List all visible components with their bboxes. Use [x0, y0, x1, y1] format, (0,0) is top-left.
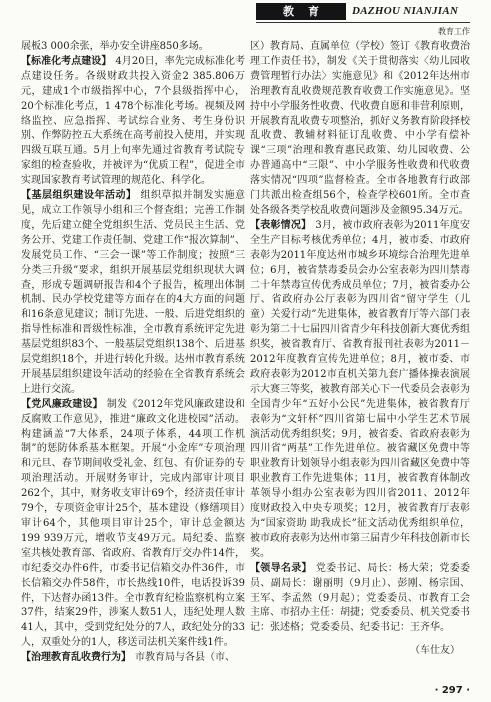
section-heading: 【标准化考点建设】 [21, 55, 112, 67]
section-commendations [250, 219, 470, 562]
section-leadership-list [250, 562, 470, 637]
paragraph-intro-continued [21, 40, 245, 55]
section-grassroots-organization [21, 189, 245, 398]
paragraph-text: 党委书记、局长：杨大荣；党委委员、副局长：谢丽明（9月止）、彭刚、杨宗国、王军、李孟然（9月起）；党委委员、市教育工会主席、市招办主任：胡捷；党委委员、机关党委书记：张述格；党委委员、纪委书记：王齐华。 [250, 562, 471, 634]
header-divider [256, 22, 470, 23]
paragraph-text: 市教育局与各县（市、 [135, 652, 235, 664]
section-integrity-building [21, 398, 245, 651]
subsection-label: 教育工作 [438, 27, 470, 36]
section-heading: 【领导名录】 [250, 562, 312, 574]
right-column [250, 40, 470, 659]
section-heading: 【治理教育乱收费行为】 [21, 652, 131, 664]
section-exam-site-construction [21, 55, 245, 189]
paragraph-text: 区）教育局、直属单位（学校）签订《教育收费治理工作责任书》，制发《关于贯彻落实〈幼儿园收费管理暂行办法〉实施意见》和《2012年达州市治理教育乱收费规范教育收费工作实施意见》。坚持中小学服务性收费、代收费自愿和非营利原则，开展教育乱收费专项整治，抓好义务教育阶段择校乱收费、教辅材料征订乱收费、中小学有偿补课“三项”治理和教育惠民政策、幼儿园收费、公办普通高中“三限”、中小学服务性收费和代收费落实情况“四项”监督检查。全市各地教育行政部门共派出检查组56个，检查学校601所。全市查处各级各类学校乱收费问题涉及金额95.34万元。 [250, 41, 470, 216]
yearbook-title: DAZHOU NIANJIAN [352, 5, 459, 17]
section-fee-regulation-continued [250, 40, 470, 219]
author-credit: （车仕友） [410, 645, 460, 657]
page-number: · 297 · [434, 685, 470, 696]
left-column [21, 40, 245, 666]
section-label: 教育 [283, 5, 333, 18]
paragraph-text: 4月20日，率先完成标准化考点建设任务。各级财政共投入资金2 385.806万元，建成1个市级指挥中心，7个县级指挥中心，20个标准化考点，1 478个标准化考场。视频及网络监控、应急指挥、考试综合业务、考生身份识别、作弊防控五大系统在高考前投入使用，并实现四级互联互通。5月上旬率先通过省教育考试院专家组的检查验收，并被评为“优质工程”，促进全市实现国家教育考试管理的规范化、科学化。 [21, 55, 245, 187]
paragraph-text: 展板3 000余张，举办安全讲座850多场。 [21, 41, 209, 52]
section-heading: 【表彰情况】 [250, 219, 312, 231]
section-fee-regulation [21, 651, 245, 666]
section-heading: 【基层组织建设年活动】 [21, 190, 137, 202]
paragraph-text: 3月，被市政府表彰为2011年度安全生产目标考核优秀单位；4月，被市委、市政府表彰为2011年度达州市城乡环境综合治理先进单位；6月，被省禁毒委员会办公室表彰为四川禁毒二十年禁毒宣传优秀成员单位；7月，被省委办公厅、省政府办公厅表彰为四川省“留守学生（儿童）关爱行动”先进集体，被省教育厅等六部门表彰为第二十七届四川省青少年科技创新大赛优秀组织奖，被省教育厅、省教育报刊社表彰为2011－2012年度教育宣传先进单位；8月，被市委、市政府表彰为2012市直机关第九套广播体操表演展示大赛三等奖，被教育部关心下一代委员会表彰为全国青少年“五好小公民”先进集体，被省教育厅表彰为“文轩杯”四川省第七届中小学生艺术节展演活动优秀组织奖；9月，被省委、省政府表彰为四川省“两基”工作先进单位。被省藏区免费中等职业教育计划领导小组表彰为四川省藏区免费中等职业教育工作先进集体；11月，被省教育体制改革领导小组办公室表彰为四川省2011、2012年度财政投入中央专项奖；12月，被省教育厅表彰为“国家资助 助我成长”征文活动优秀组织单位，被市政府表彰为达州市第三届青少年科技创新市长奖。 [250, 219, 471, 559]
section-heading: 【党风廉政建设】 [21, 398, 103, 410]
paragraph-text: 组织草拟并制发实施意见，成立工作领导小组和三个督查组；完善工作制度，先后建立健全党组织生活、党员民主生活、党务公开、党建工作责任制、党建工作“报次算制”、发展党员工作、“三会一课”等工作制度；按照“三分类三升级”要求，组织开展基层党组织现状大调查，形成专题调研报告和4个子报告，梳理出体制机制、民办学校党建等方面存在的4大方面的问题和16条意见建议；制订先进、一般、后进党组织的指导性标准和晋级性标准，全市教育系统评定先进基层党组织83个、一般基层党组织138个、后进基层党组织18个，并进行转化升级。达州市教育系统开展基层组织建设年活动的经验在全省教育系统会上进行交流。 [21, 190, 245, 395]
section-label-box [256, 3, 346, 20]
paragraph-text: 制发《2012年党风廉政建设和反腐败工作意见》，推进“廉政文化进校园”活动。构建涵盖“7大体系，24项子体系，44项工作机制”的惩防体系基本框架。开展“小金库”专项治理和元旦、春节期间收受礼金、红包、有价证券的专项治理活动。开展财务审计，完成内部审计项目262个，其中，财务收支审计69个，经济责任审计79个，专项资金审计25个，基本建设（修缮项目）审计64个，其他项目审计25个，审计总金额达199 939万元，增收节支49万元。局纪委、监察室共核处教育部、省政府、省教育厅交办件14件，市纪委交办件6件，市委书记信箱交办件36件，市长信箱交办件58件，市长热线10件，电话投诉39件，下达督办函13件。全市教育纪检监察机构立案37件，结案29件，涉案人数51人，违纪处理人数41人，其中，受到党纪处分的7人，政纪处分的33人，双重处分的1人，移送司法机关案件线1件。 [21, 398, 246, 649]
